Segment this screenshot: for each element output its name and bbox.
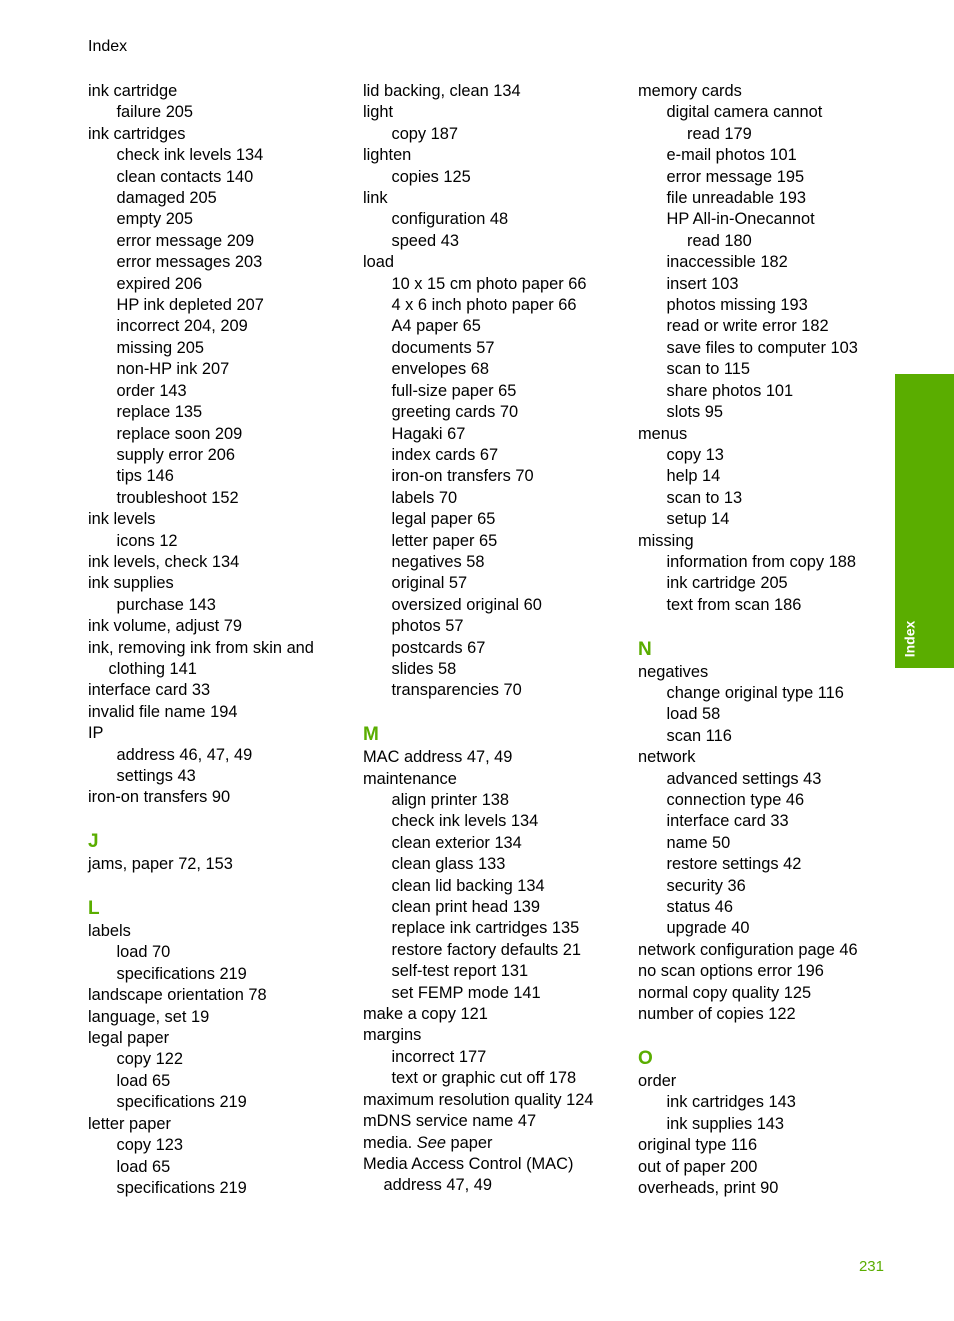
index-column-3 [638,81,888,1199]
index-subentry: non-HP ink 207 [116,360,230,379]
section-gap [363,702,625,723]
index-subentry: expired 206 [116,274,203,293]
index-entry: labels [88,922,131,941]
index-subentry: iron-on transfers 70 [391,467,534,486]
index-subentry: specifications 219 [116,1093,247,1112]
index-subentry: negatives 58 [391,552,485,571]
index-subentry: order 143 [116,381,187,400]
section-gap [88,876,350,897]
index-subentry: damaged 205 [116,189,217,208]
index-subentry: clean contacts 140 [116,167,254,186]
index-entry: maximum resolution quality 124 [363,1090,594,1109]
index-subentry: configuration 48 [391,210,509,229]
index-subentry: envelopes 68 [391,360,490,379]
index-subentry: documents 57 [391,338,495,357]
index-subentry: copy 13 [666,445,724,464]
index-entry: link [363,189,388,208]
index-subentry: clean print head 139 [391,898,541,917]
index-subentry: purchase 143 [116,595,216,614]
index-subentry: information from copy 188 [666,552,856,571]
index-entry: original type 116 [638,1136,758,1155]
index-subentry: photos missing 193 [666,296,808,315]
index-subentry: oversized original 60 [391,595,542,614]
index-entry: no scan options error 196 [638,962,824,981]
index-entry: ink cartridge [88,82,178,100]
index-column-1 [88,81,350,1199]
section-letter: M [363,724,379,746]
index-entry: landscape orientation 78 [88,986,267,1005]
index-entry: mDNS service name 47 [363,1112,537,1131]
index-subentry: tips 146 [116,467,174,486]
index-subentry: 4 x 6 inch photo paper 66 [391,296,577,315]
index-subentry: troubleshoot 152 [116,488,239,507]
index-entry: address 47, 49 [383,1176,492,1195]
index-subentry: e-mail photos 101 [666,146,797,165]
index-subentry: copy 123 [116,1136,184,1155]
index-entry: ink, removing ink from skin and [88,638,314,657]
index-entry: number of copies 122 [638,1005,796,1024]
index-entry-see [363,1133,625,1154]
page-number: 231 [858,1258,884,1275]
index-subentry: text from scan 186 [666,595,802,614]
index-subentry: full-size paper 65 [391,381,517,400]
index-entry: order [638,1071,677,1090]
section-letter: J [88,831,99,853]
index-subentry: transparencies 70 [391,681,522,700]
index-subentry: copy 122 [116,1050,184,1069]
index-subentry: original 57 [391,574,468,593]
index-entry: lighten [363,146,412,165]
index-entry: memory cards [638,82,742,100]
index-subentry: load 65 [116,1071,171,1090]
section-letter: O [638,1047,653,1069]
index-entry: interface card 33 [88,681,211,700]
index-subentry: ink supplies 143 [666,1114,785,1133]
index-entry: ink levels, check 134 [88,552,240,571]
entry-term: media. [363,1133,413,1152]
index-subentry: postcards 67 [391,638,486,657]
index-subentry: align printer 138 [391,791,510,809]
index-subentry: share photos 101 [666,381,794,400]
index-subentry: photos 57 [391,617,464,636]
index-subentry: incorrect 204, 209 [116,317,248,336]
index-entry: missing [638,531,694,550]
index-subentry: setup 14 [666,510,730,529]
see-target: paper [450,1133,493,1152]
section-gap [88,809,350,830]
index-subentry: Hagaki 67 [391,424,466,443]
index-subentry: inaccessible 182 [666,253,788,272]
index-subentry: scan 116 [666,726,732,745]
index-subentry: settings 43 [116,767,196,785]
index-subentry: supply error 206 [116,445,235,464]
index-subentry: help 14 [666,467,721,486]
section-gap [638,616,888,637]
index-entry: Media Access Control (MAC) [363,1154,574,1173]
index-subentry: status 46 [666,898,734,917]
index-entry: language, set 19 [88,1007,210,1026]
index-subentry: ink cartridge 205 [666,574,788,593]
index-column-2 [363,81,625,1197]
index-subentry: advanced settings 43 [666,769,822,788]
index-subentry: text or graphic cut off 178 [391,1069,577,1088]
index-subentry: replace 135 [116,403,203,422]
index-subentry: read 179 [687,124,752,143]
index-entry: load [363,253,394,272]
section-gap [638,1025,888,1046]
index-subentry: load 70 [116,943,171,962]
index-subentry: A4 paper 65 [391,317,481,336]
index-subentry: load 58 [666,705,721,724]
index-entry: MAC address 47, 49 [363,748,513,767]
index-subentry: icons 12 [116,531,178,550]
index-subentry: clean glass 133 [391,855,506,874]
index-subentry: check ink levels 134 [391,812,539,831]
index-subentry: error message 209 [116,231,255,250]
index-subentry: replace ink cartridges 135 [391,919,580,938]
index-entry: ink levels [88,510,156,529]
index-subentry: missing 205 [116,338,204,357]
index-entry: legal paper [88,1029,170,1048]
index-subentry: error messages 203 [116,253,263,272]
index-subentry: address 46, 47, 49 [116,745,253,764]
index-entry: make a copy 121 [363,1005,488,1024]
index-subentry: legal paper 65 [391,510,496,529]
index-subentry: digital camera cannot [666,103,823,122]
index-subentry: slots 95 [666,403,723,422]
index-subentry: HP ink depleted 207 [116,296,264,315]
index-subentry: slides 58 [391,659,457,678]
index-entry: letter paper [88,1114,171,1133]
index-subentry: set FEMP mode 141 [391,983,541,1002]
index-subentry: insert 103 [666,274,739,293]
index-subentry: security 36 [666,876,746,895]
index-subentry: replace soon 209 [116,424,243,443]
index-entry: maintenance [363,769,457,788]
index-subentry: failure 205 [116,103,194,122]
index-subentry: scan to 13 [666,488,743,507]
index-subentry: empty 205 [116,210,194,229]
index-entry: lid backing, clean 134 [363,82,521,100]
index-subentry: self-test report 131 [391,962,529,981]
index-entry: out of paper 200 [638,1157,758,1176]
index-subentry: restore factory defaults 21 [391,940,582,959]
index-subentry: ink cartridges 143 [666,1093,796,1112]
index-subentry: error message 195 [666,167,805,186]
index-entry: iron-on transfers 90 [88,788,231,807]
index-subentry: interface card 33 [666,812,789,831]
see-reference: See [416,1133,446,1152]
index-subentry: connection type 46 [666,791,805,809]
index-subentry: index cards 67 [391,445,499,464]
index-subentry: clean lid backing 134 [391,876,545,895]
index-entry: network [638,748,696,767]
index-subentry: check ink levels 134 [116,146,264,165]
index-entry: jams, paper 72, 153 [88,855,233,874]
section-tab-label: Index [901,620,918,658]
index-subentry: restore settings 42 [666,855,802,874]
index-subentry: greeting cards 70 [391,403,519,422]
index-subentry: read or write error 182 [666,317,829,336]
index-entry: light [363,103,394,122]
index-entry: normal copy quality 125 [638,983,812,1002]
index-entry: menus [638,424,688,443]
index-subentry: name 50 [666,833,731,852]
index-entry: overheads, print 90 [638,1178,779,1197]
section-tab-label-wrap [899,618,919,660]
index-subentry: HP All-in-Onecannot [666,210,815,229]
index-entry: ink cartridges [88,124,186,143]
index-entry: margins [363,1026,422,1045]
index-entry: IP [88,724,104,743]
index-subentry: file unreadable 193 [666,189,806,208]
index-entry: invalid file name 194 [88,702,238,721]
index-subentry: clean exterior 134 [391,833,522,852]
index-subentry: save files to computer 103 [666,338,858,357]
index-entry: ink supplies [88,574,174,593]
index-subentry: specifications 219 [116,964,247,983]
index-subentry: incorrect 177 [391,1047,487,1066]
index-subentry: specifications 219 [116,1178,247,1197]
section-letter: N [638,638,652,660]
index-entry: ink volume, adjust 79 [88,617,242,636]
index-subentry: load 65 [116,1157,171,1176]
page-header: Index [88,38,128,55]
index-entry: clothing 141 [108,659,197,678]
index-subentry: labels 70 [391,488,458,507]
index-subentry: speed 43 [391,231,459,250]
index-subentry: copies 125 [391,167,471,186]
index-subentry: upgrade 40 [666,919,750,938]
index-subentry: change original type 116 [666,683,844,702]
index-subentry: read 180 [687,231,752,250]
index-subentry: 10 x 15 cm photo paper 66 [391,274,587,293]
index-subentry: copy 187 [391,124,459,143]
index-entry: negatives [638,662,709,681]
index-entry: network configuration page 46 [638,940,858,959]
section-letter: L [88,898,100,920]
index-subentry: letter paper 65 [391,531,498,550]
index-subentry: scan to 115 [666,360,751,379]
